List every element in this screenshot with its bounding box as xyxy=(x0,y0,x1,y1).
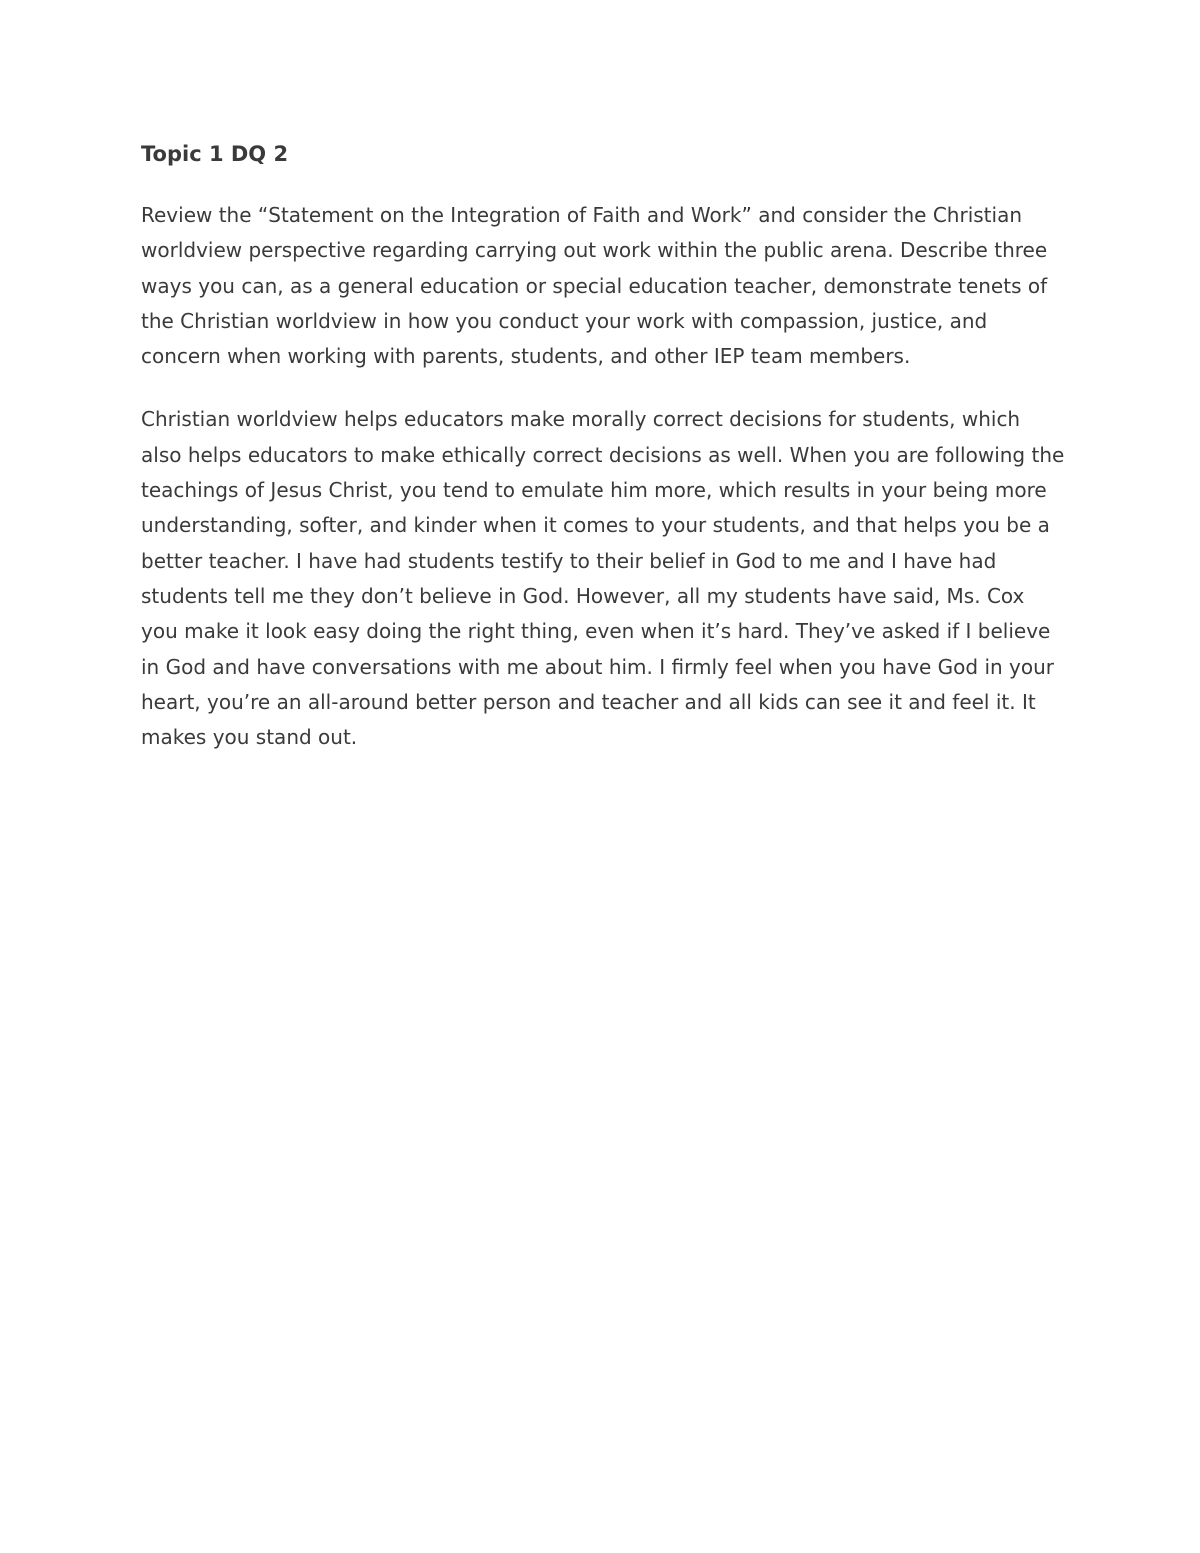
response-paragraph: Christian worldview helps educators make morally correct decisions for students, which also helps educators to make ethically correct decisions as well. When you are following the teachings of Jesus Christ, you tend to emulate him more, which results in your being more understanding, softer, and kinder when it comes to your students, and that helps you be a better teacher. I have had students testify to their belief in God to me and I have had students tell me they don’t believe in God. However, all my students have said, Ms. Cox you make it look easy doing the right thing, even when it’s hard. They’ve asked if I believe in God and have conversations with me about him. I firmly feel when you have God in your heart, you’re an all-around better person and teacher and all kids can see it and feel it. It makes you stand out. xyxy=(141,407,1065,750)
document-title: Topic 1 DQ 2 xyxy=(141,142,289,166)
document-body xyxy=(141,137,1066,783)
prompt-paragraph: Review the “Statement on the Integration of Faith and Work” and consider the Christian worldview perspective regarding carrying out work within the public arena. Describe three ways you can, as a general education or special education teacher, demonstrate tenets of the Christian worldview in how you conduct your work with compassion, justice, and concern when working with parents, students, and other IEP team members. xyxy=(141,203,1048,369)
